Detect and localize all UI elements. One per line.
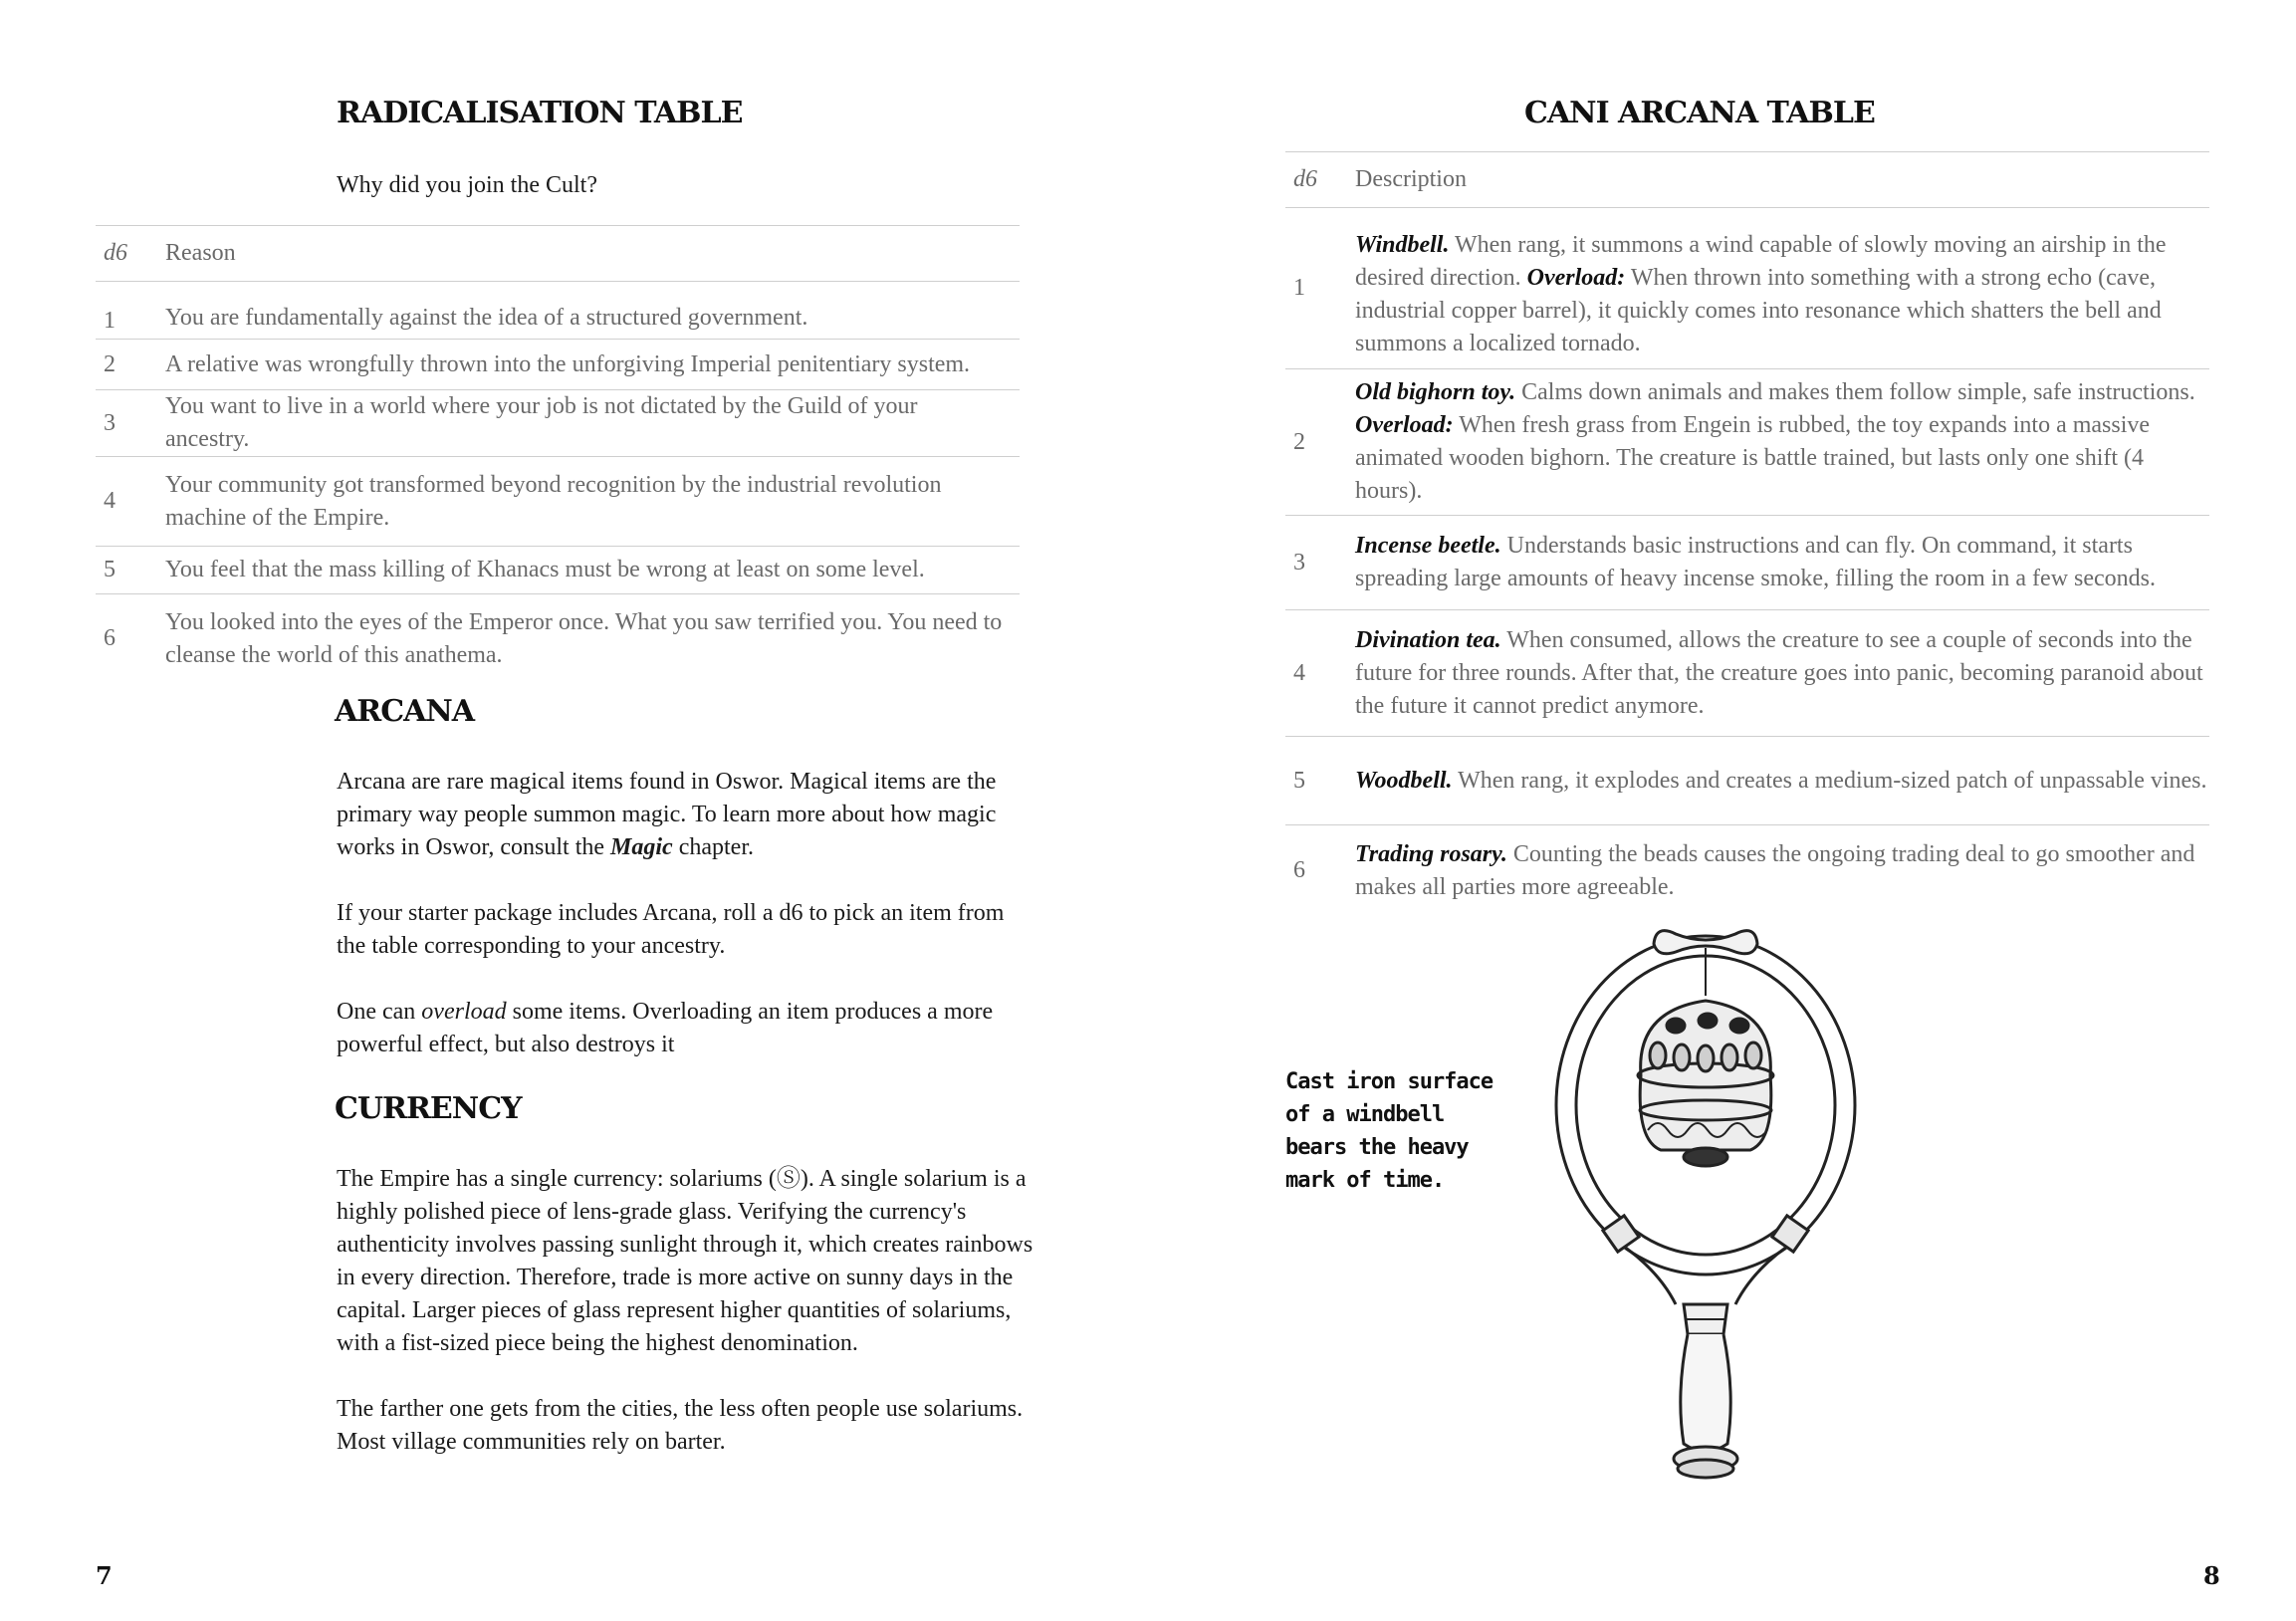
row-number: 1: [104, 308, 115, 334]
row-number: 6: [1293, 857, 1305, 884]
currency-text: [337, 1163, 1033, 1459]
item-name: Windbell.: [1355, 231, 1450, 258]
row-text: [1355, 610, 2209, 737]
arcana-text: [337, 766, 1033, 1061]
table-row: [96, 282, 1020, 340]
cani-arcana-table: [1285, 151, 2209, 917]
item-name: Woodbell.: [1355, 767, 1453, 794]
page-number: 7: [96, 1561, 113, 1590]
table-row: [1285, 737, 2209, 825]
item-desc: When consumed, allows the creature to see a couple of seconds into the future for three rounds. After that, the creature goes into panic, becoming paranoid about the future it cannot predict anymore.: [1355, 626, 2203, 719]
table-header-row: [1285, 152, 2209, 208]
arcana-heading: ARCANA: [335, 694, 475, 729]
cani-arcana-table-title: CANI ARCANA TABLE: [1524, 96, 1875, 130]
handle-grip: [1681, 1334, 1730, 1452]
right-page: [1148, 0, 2296, 1621]
reason-header: Reason: [165, 240, 236, 266]
table-row: [1285, 516, 2209, 610]
table-row: [96, 390, 1020, 457]
row-text: A relative was wrongfully thrown into the unforgiving Imperial penitentiary system.: [165, 350, 971, 377]
row-text: [1355, 369, 2209, 516]
item-desc: When rang, it summons a wind capable of slowly moving an airship in the desired direction.: [1355, 231, 2167, 291]
table-row: [96, 594, 1020, 684]
row-number: 5: [1293, 767, 1305, 794]
arcana-p3-text: One can: [337, 999, 422, 1025]
table-row: [96, 547, 1020, 594]
row-number: 5: [104, 557, 115, 582]
table-row: [1285, 369, 2209, 516]
magic-chapter-ref: Magic: [610, 834, 673, 860]
overload-label: Overload:: [1355, 412, 1454, 438]
row-text: You are fundamentally against the idea of a structured government.: [165, 305, 808, 331]
item-name: Incense beetle.: [1355, 533, 1501, 559]
description-header: Description: [1355, 166, 1467, 192]
overload-label: Overload:: [1526, 264, 1626, 291]
row-number: 6: [104, 625, 115, 652]
die-header: d6: [1293, 166, 1317, 192]
overload-term: overload: [421, 999, 507, 1025]
row-text: [1355, 516, 2209, 610]
row-text: Your community got transformed beyond recognition by the industrial revolution machine of the Empire.: [165, 471, 942, 531]
row-text: [1355, 737, 2209, 825]
arcana-paragraph-1: [337, 766, 1033, 864]
currency-paragraph-2: The farther one gets from the cities, the less often people use solariums. Most village communities rely on barter.: [337, 1396, 1024, 1455]
row-number: 2: [104, 350, 115, 377]
item-name: Old bighorn toy.: [1355, 379, 1516, 405]
table-row: [1285, 208, 2209, 369]
arcana-p3-end: some items. Overloading an item produces a more powerful effect, but also destroys it: [337, 999, 994, 1057]
item-desc: Calms down animals and makes them follow simple, safe instructions.: [1515, 379, 2195, 405]
row-number: 3: [104, 409, 115, 436]
table-row: [1285, 825, 2209, 917]
item-desc: Understands basic instructions and can fly. On command, it starts spreading large amounts of heavy incense smoke, filling the room in a few seconds.: [1355, 533, 2157, 591]
die-header: d6: [104, 240, 127, 266]
item-name: Trading rosary.: [1355, 840, 1507, 867]
item-name: Divination tea.: [1355, 626, 1501, 653]
arcana-paragraph-2: If your starter package includes Arcana, roll a d6 to pick an item from the table corresponding to your ancestry.: [337, 900, 1005, 959]
page-number: 8: [2203, 1561, 2220, 1590]
row-text: [1355, 825, 2209, 917]
table-row: [1285, 610, 2209, 737]
illustration-caption: Cast iron surface of a windbell bears the heavy mark of time.: [1285, 1069, 1493, 1193]
table-row: [96, 340, 1020, 390]
arcana-paragraph-3: [337, 996, 1033, 1061]
currency-paragraph-1: The Empire has a single currency: solariums (Ⓢ). A single solarium is a highly polished piece of lens-grade glass. Verifying the currency's authenticity involves passing sunlight through it, which creates rainbows in every direction. Therefore, trade is more active on sunny days in the capital. Larger pieces of glass represent higher quantities of solariums, with a fist-sized piece being the highest denomination.: [337, 1166, 1033, 1356]
radicalisation-table-title: RADICALISATION TABLE: [337, 96, 743, 130]
row-number: 1: [1293, 275, 1305, 301]
overload-desc: When thrown into something with a strong echo (cave, industrial copper barrel), it quickly comes into resonance which shatters the bell and summons a localized tornado.: [1355, 264, 2162, 356]
row-text: You feel that the mass killing of Khanacs must be wrong at least on some level.: [165, 557, 925, 582]
row-number: 2: [1293, 428, 1305, 455]
row-number: 3: [1293, 549, 1305, 576]
item-desc: Counting the beads causes the ongoing trading deal to go smoother and makes all parties more agreeable.: [1355, 840, 2195, 900]
radicalisation-question: Why did you join the Cult?: [337, 172, 597, 198]
row-text: You looked into the eyes of the Emperor once. What you saw terrified you. You need to cleanse the world of this anathema.: [165, 608, 1003, 668]
row-number: 4: [104, 488, 115, 514]
radicalisation-table: [96, 225, 1020, 684]
row-text: You want to live in a world where your job is not dictated by the Guild of your ancestry.: [165, 393, 918, 452]
windbell-illustration: [1536, 926, 1875, 1513]
table-row: [96, 457, 1020, 547]
table-header-row: [96, 226, 1020, 282]
arcana-p1-end: chapter.: [672, 834, 754, 860]
row-number: 4: [1293, 659, 1305, 686]
currency-heading: CURRENCY: [335, 1091, 522, 1126]
overload-desc: When fresh grass from Engein is rubbed, the toy expands into a massive animated wooden bighorn. The creature is battle trained, but lasts only one shift (4 hours).: [1355, 412, 2151, 504]
item-desc: When rang, it explodes and creates a medium-sized patch of unpassable vines.: [1452, 767, 2207, 794]
row-text: [1355, 208, 2209, 369]
arcana-p1-text: Arcana are rare magical items found in Oswor. Magical items are the primary way people summon magic. To learn more about how magic works in Oswor, consult the: [337, 769, 997, 860]
